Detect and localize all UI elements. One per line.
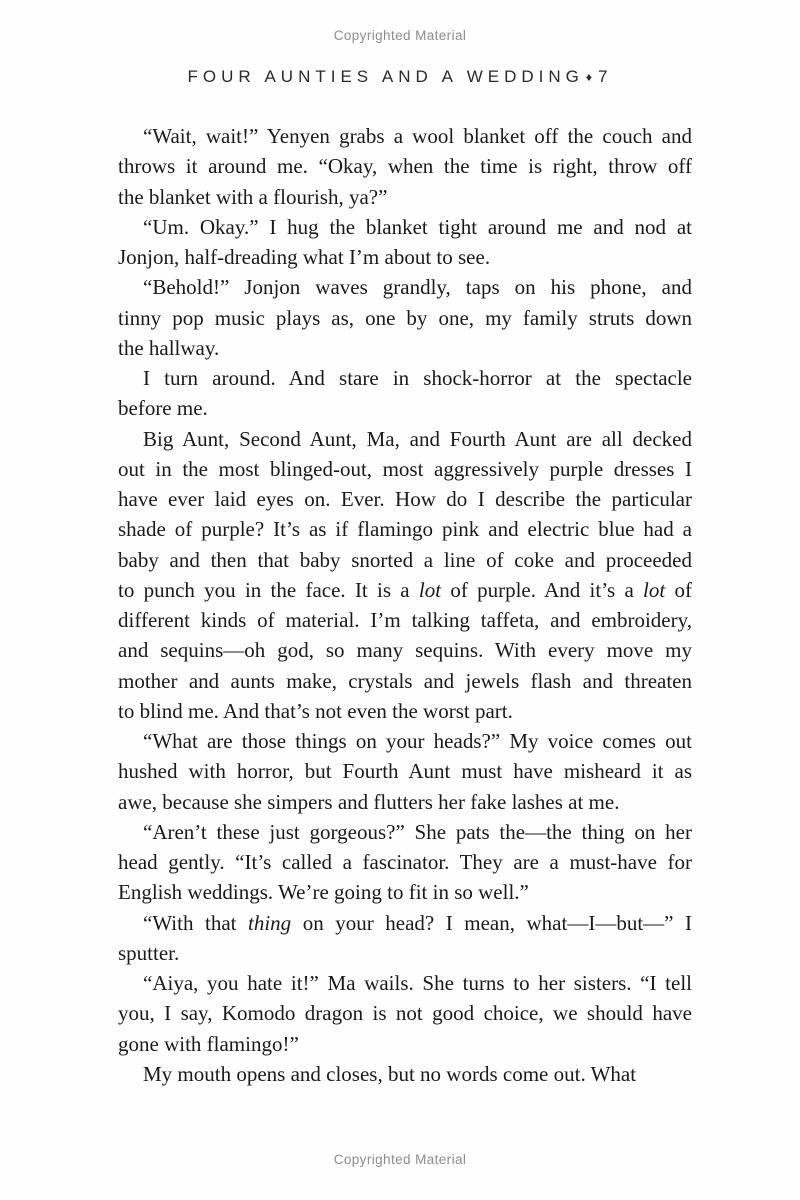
text-line: My mouth opens and closes, but no words come out. What: [143, 1061, 637, 1086]
paragraph: [118, 424, 692, 727]
body-text: [118, 121, 692, 1089]
text-line: before me.: [118, 396, 208, 421]
text-line: and sequins—oh god, so many sequins. With every move my: [118, 638, 692, 663]
paragraph: [118, 908, 692, 969]
paragraph: [118, 212, 692, 273]
text-line: Jonjon, half-dreading what I’m about to see.: [118, 245, 491, 269]
running-head: [0, 67, 800, 87]
text-line: “Wait, wait!” Yenyen grabs a wool blanket off the couch and: [143, 124, 692, 148]
text-line: “Aiya, you hate it!” Ma wails. She turns to her sisters. “I tell: [143, 971, 692, 995]
paragraph: [118, 968, 692, 1059]
text-line: “Aren’t these just gorgeous?” She pats the—the thing on her: [143, 819, 692, 844]
text-line: to blind me. And that’s not even the worst part.: [118, 698, 513, 723]
paragraph: [118, 1059, 692, 1089]
paragraph: [118, 363, 692, 424]
text-line: the hallway.: [118, 335, 220, 360]
text-line: “What are those things on your heads?” My voice comes out: [143, 729, 692, 753]
copyright-notice-top: Copyrighted Material: [333, 28, 467, 43]
text-line: baby and then that baby snorted a line of coke and proceeded: [118, 547, 692, 572]
text-line: throws it around me. “Okay, when the time is right, throw off: [118, 154, 692, 179]
text-line: to punch you in the face. It is a lot of purple. And it’s a lot of: [118, 577, 692, 602]
text-line: English weddings. We’re going to fit in so well.”: [118, 880, 529, 905]
text-line: the blanket with a flourish, ya?”: [118, 184, 388, 209]
paragraph: [118, 817, 692, 908]
text-line: “Behold!” Jonjon waves grandly, taps on his phone, and: [143, 275, 692, 300]
text-line: sputter.: [118, 940, 180, 965]
text-line: you, I say, Komodo dragon is not good choice, we should have: [118, 1001, 692, 1026]
text-line: out in the most blinged-out, most aggressively purple dresses I: [118, 456, 692, 481]
text-line: tinny pop music plays as, one by one, my family struts down: [118, 305, 692, 330]
text-line: “With that thing on your head? I mean, what—I—but—” I: [143, 910, 692, 935]
text-line: shade of purple? It’s as if flamingo pink and electric blue had a: [118, 517, 692, 542]
running-head-title: FOUR AUNTIES AND A WEDDING: [187, 67, 584, 86]
text-line: awe, because she simpers and flutters her fake lashes at me.: [118, 789, 620, 814]
text-line: different kinds of material. I’m talking taffeta, and embroidery,: [118, 608, 692, 632]
diamond-separator-icon: ♦: [585, 70, 593, 84]
text-line: I turn around. And stare in shock-horror at the spectacle: [143, 366, 692, 390]
text-line: gone with flamingo!”: [118, 1031, 299, 1056]
text-line: Big Aunt, Second Aunt, Ma, and Fourth Aunt are all decked: [143, 426, 692, 451]
text-line: head gently. “It’s called a fascinator. They are a must-have for: [118, 850, 692, 874]
text-line: mother and aunts make, crystals and jewels flash and threaten: [118, 668, 692, 693]
paragraph: [118, 121, 692, 212]
text-line: hushed with horror, but Fourth Aunt must have misheard it as: [118, 759, 692, 784]
page-number: 7: [598, 67, 613, 86]
paragraph: [118, 272, 692, 363]
text-line: have ever laid eyes on. Ever. How do I describe the particular: [118, 487, 692, 511]
paragraph: [118, 726, 692, 817]
text-line: “Um. Okay.” I hug the blanket tight around me and nod at: [143, 214, 692, 239]
copyright-notice-bottom: Copyrighted Material: [333, 1152, 467, 1167]
